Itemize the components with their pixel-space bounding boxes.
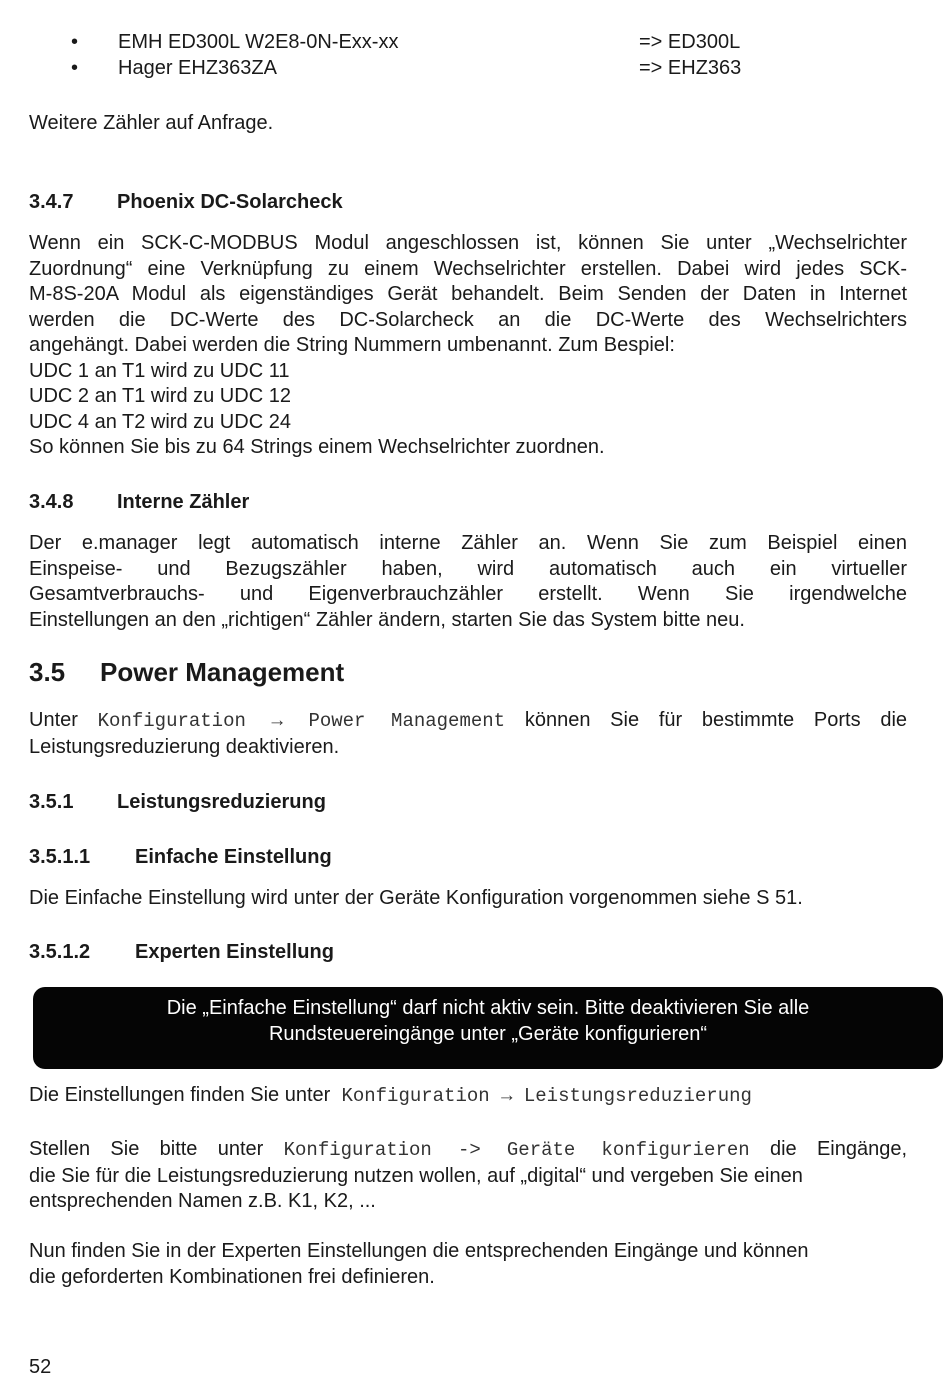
section-number: 3.5.1.1 <box>29 846 91 868</box>
section-number: 3.5.1 <box>29 791 74 813</box>
paragraph-settings-location <box>29 1083 907 1110</box>
warning-notice-box <box>33 987 943 1069</box>
section-heading-3-5-1-1 <box>29 845 332 871</box>
text-fragment: Stellen Sie bitte unter <box>29 1138 264 1160</box>
text-line: Nun finden Sie in der Experten Einstellungen die entsprechenden Eingänge und können <box>29 1240 809 1262</box>
section-heading-3-4-7 <box>29 190 343 216</box>
text-line: entsprechenden Namen z.B. K1, K2, ... <box>29 1190 376 1212</box>
text-line: die Sie für die Leistungsreduzierung nutzen wollen, auf „digital“ und vergeben Sie einen <box>29 1164 803 1187</box>
bullet-icon: • <box>71 57 79 79</box>
notice-line: Die „Einfache Einstellung“ darf nicht aktiv sein. Bitte deaktivieren Sie alle <box>166 997 810 1019</box>
meter-model: EMH ED300L W2E8-0N-Exx-xx <box>118 31 399 53</box>
menu-path: Konfiguration -> Geräte konfigurieren <box>283 1139 750 1161</box>
paragraph-simple-setting <box>29 886 907 912</box>
paragraph-internal-meters <box>29 531 907 633</box>
section-title: Phoenix DC-Solarcheck <box>117 191 343 213</box>
list-item <box>29 56 907 82</box>
paragraph-inputs-setup <box>29 1137 907 1215</box>
text-line: Gesamtverbrauchs- und Eigenverbrauchzähler erstellt. Wenn Sie irgendwelche <box>29 583 907 605</box>
meter-model: Hager EHZ363ZA <box>118 57 277 79</box>
section-title: Leistungsreduzierung <box>117 791 326 813</box>
text-line: Zuordnung“ eine Verknüpfung zu einem Wechselrichter erstellen. Dabei wird jedes SCK- <box>29 257 907 280</box>
text-line: Wenn ein SCK-C-MODBUS Modul angeschlossen ist, können Sie unter „Wechselrichter <box>29 232 907 254</box>
section-number: 3.5.1.2 <box>29 941 91 963</box>
text-line <box>29 1137 907 1164</box>
section-number: 3.5 <box>29 657 66 687</box>
list-item <box>29 30 907 56</box>
notice-line: Rundsteuereingänge unter „Geräte konfigurieren“ <box>268 1022 708 1045</box>
section-title: Power Management <box>100 657 345 687</box>
section-title: Einfache Einstellung <box>135 846 332 868</box>
text-line <box>29 708 907 735</box>
text-line: werden die DC-Werte des DC-Solarcheck an die DC-Werte des Wechselrichters <box>29 308 907 331</box>
text-line <box>29 1083 907 1110</box>
paragraph-expert-info <box>29 1239 907 1290</box>
text-line: angehängt. Dabei werden die String Nummern umbenannt. Zum Bespiel: <box>29 334 675 356</box>
paragraph-power-management <box>29 708 907 760</box>
meter-mapping: => ED300L <box>639 31 741 53</box>
text-line: Einstellungen an den „richtigen“ Zähler ändern, starten Sie das System bitte neu. <box>29 608 745 631</box>
menu-path: Konfiguration → Power Management <box>97 710 506 732</box>
text-line: UDC 2 an T1 wird zu UDC 12 <box>29 385 291 407</box>
text-line: UDC 1 an T1 wird zu UDC 11 <box>29 359 290 382</box>
text-line: Der e.manager legt automatisch interne Zähler an. Wenn Sie zum Beispiel einen <box>29 532 907 554</box>
text-fragment: Die Einstellungen finden Sie unter <box>29 1084 331 1106</box>
text-line: UDC 4 an T2 wird zu UDC 24 <box>29 410 291 433</box>
section-number: 3.4.8 <box>29 491 74 513</box>
text-line: So können Sie bis zu 64 Strings einem Wechselrichter zuordnen. <box>29 436 605 458</box>
menu-path: Konfiguration → Leistungsreduzierung <box>341 1085 752 1107</box>
text-fragment: können Sie für bestimmte Ports die <box>524 709 908 731</box>
meter-mapping: => EHZ363 <box>639 57 742 79</box>
section-heading-3-4-8 <box>29 490 249 516</box>
section-heading-3-5-1 <box>29 790 326 816</box>
section-heading-3-5 <box>29 657 345 687</box>
text-line: M-8S-20A Modul als eigenständiges Gerät behandelt. Beim Senden der Daten in Internet <box>29 283 907 305</box>
more-meters-note: Weitere Zähler auf Anfrage. <box>29 112 274 134</box>
text-line: die geforderten Kombinationen frei definieren. <box>29 1265 435 1288</box>
text-line: Einspeise- und Bezugszähler haben, wird automatisch auch ein virtueller <box>29 557 907 580</box>
text-fragment: die Eingänge, <box>769 1138 908 1160</box>
text-fragment: Unter <box>29 709 78 731</box>
paragraph-dc-solarcheck <box>29 231 907 461</box>
bullet-icon: • <box>71 31 79 53</box>
section-title: Experten Einstellung <box>135 941 334 963</box>
page-number: 52 <box>29 1356 52 1378</box>
text-line: Leistungsreduzierung deaktivieren. <box>29 735 340 758</box>
section-title: Interne Zähler <box>117 491 250 513</box>
text-line: Die Einfache Einstellung wird unter der Geräte Konfiguration vorgenommen siehe S 51. <box>29 887 803 909</box>
section-heading-3-5-1-2 <box>29 940 334 966</box>
section-number: 3.4.7 <box>29 191 74 213</box>
